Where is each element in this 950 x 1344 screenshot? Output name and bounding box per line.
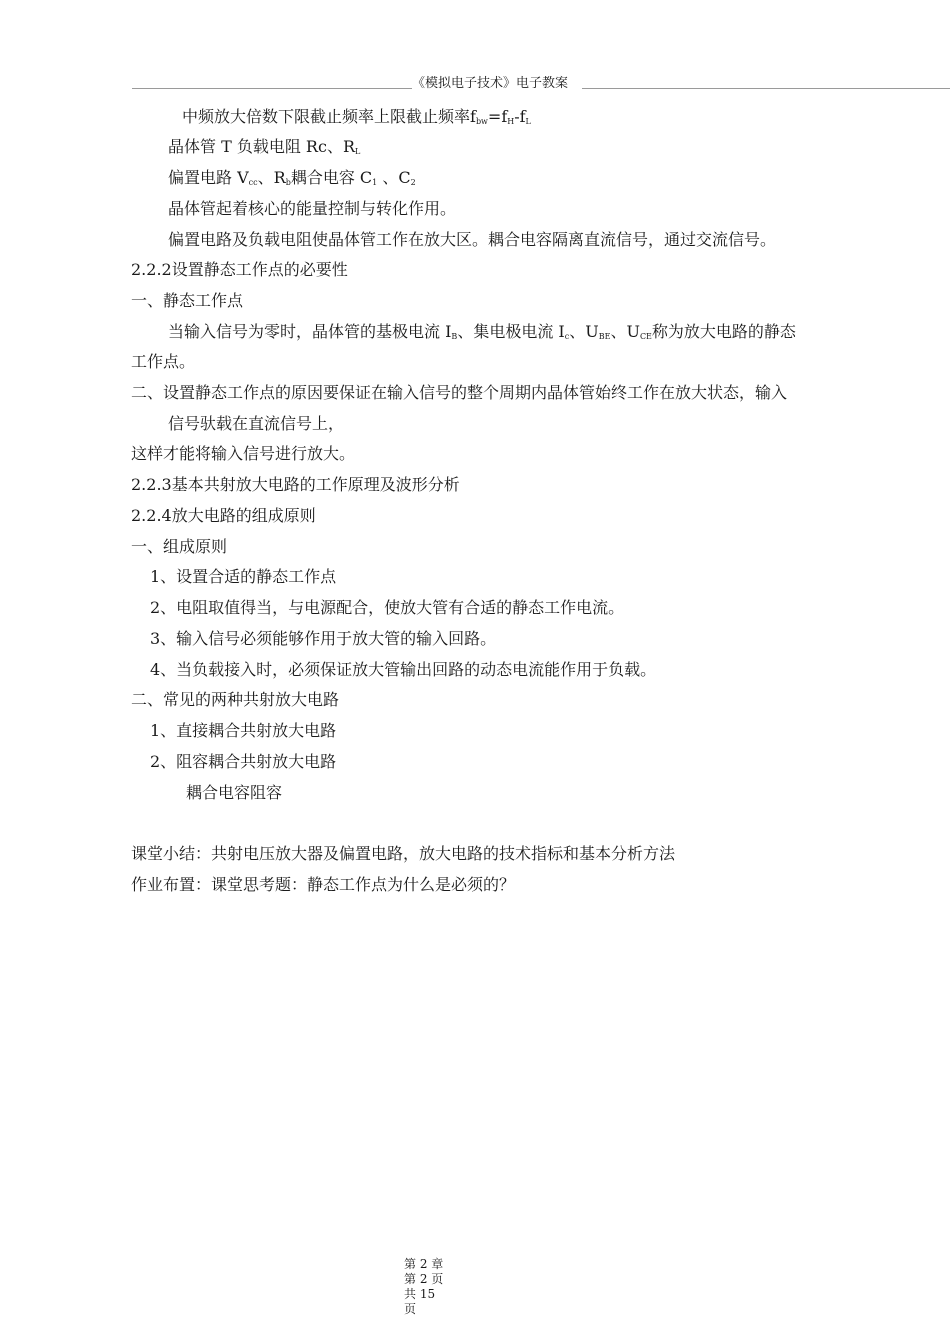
paragraph-quiescent-point: 当输入信号为零时，晶体管的基极电流 $I_B$、集电极电流 $I_c$、$U_{BE}$、$U_{CE}$称为放大电路的静态	[168, 322, 796, 341]
list-item: 1、直接耦合共射放大电路	[150, 721, 337, 740]
line-transistor-load: 晶体管 T 负载电阻 Rc、$R_L$	[168, 137, 361, 156]
paragraph-text: 这样才能将输入信号进行放大。	[131, 444, 356, 463]
homework: 作业布置：课堂思考题：静态工作点为什么是必须的？	[131, 875, 516, 894]
paragraph-text: 信号驮载在直流信号上，	[168, 414, 345, 433]
footer-page: 第 2 页	[404, 1272, 444, 1286]
paragraph-text: 工作点。	[131, 352, 196, 371]
line-frequency: 中频放大倍数下限截止频率上限截止频率$f_{bw}=f_H-f_L$	[182, 107, 531, 126]
line-bias-circuit: 偏置电路 $V_{cc}$、$R_b$耦合电容 $C_1$ 、$C_2$	[168, 168, 416, 187]
class-summary: 课堂小结：共射电压放大器及偏置电路，放大电路的技术指标和基本分析方法	[131, 844, 676, 863]
footer-total-unit: 页	[404, 1302, 417, 1316]
paragraph-text: 偏置电路及负载电阻使晶体管工作在放大区。耦合电容隔离直流信号，通过交流信号。	[168, 230, 777, 249]
footer-total: 共 15	[404, 1287, 436, 1301]
list-item: 2、电阻取值得当，与电源配合，使放大管有合适的静态工作电流。	[150, 598, 625, 617]
paragraph-text: 二、设置静态工作点的原因要保证在输入信号的整个周期内晶体管始终工作在放大状态，输入	[131, 383, 788, 402]
header-title: 《模拟电子技术》电子教案	[412, 76, 582, 92]
subsection-heading: 一、静态工作点	[131, 291, 244, 310]
list-item: 1、设置合适的静态工作点	[150, 567, 337, 586]
footer-chapter: 第 2 章	[404, 1257, 444, 1271]
list-item: 2、阻容耦合共射放大电路	[150, 752, 337, 771]
page-footer	[404, 1257, 464, 1317]
subsection-heading: 一、组成原则	[131, 537, 228, 556]
paragraph-text: 晶体管起着核心的能量控制与转化作用。	[168, 199, 457, 218]
subsection-heading: 二、常见的两种共射放大电路	[131, 690, 340, 709]
list-item: 3、输入信号必须能够作用于放大管的输入回路。	[150, 629, 497, 648]
section-heading: 2.2.3基本共射放大电路的工作原理及波形分析	[131, 475, 460, 494]
section-heading: 2.2.2设置静态工作点的必要性	[131, 260, 348, 279]
paragraph-text: 耦合电容阻容	[186, 783, 283, 802]
section-heading: 2.2.4放大电路的组成原则	[131, 506, 316, 525]
list-item: 4、当负载接入时，必须保证放大管输出回路的动态电流能作用于负载。	[150, 660, 657, 679]
